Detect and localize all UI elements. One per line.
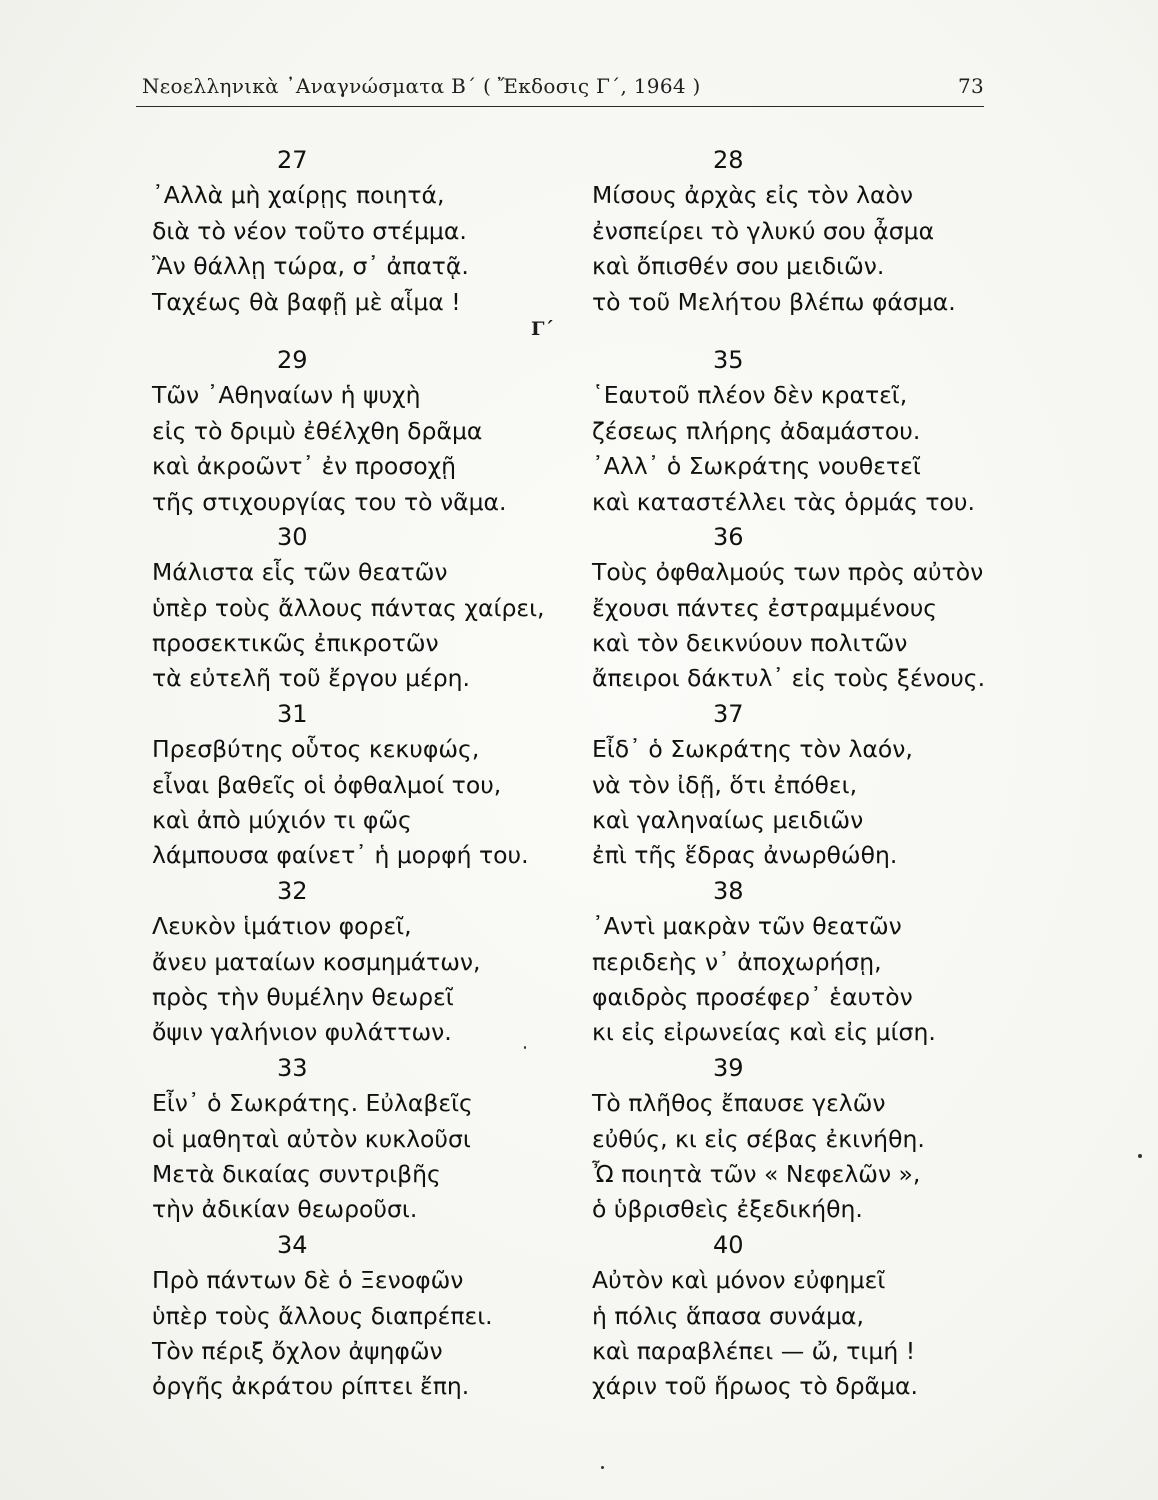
verse-line: ἐνσπείρει τὸ γλυκύ σου ᾆσμα bbox=[592, 216, 935, 245]
stanza bbox=[152, 874, 572, 1051]
scan-speck bbox=[524, 1046, 526, 1049]
verse-line: ἄνευ ματαίων κοσμημάτων, bbox=[152, 947, 481, 976]
stanza bbox=[152, 697, 572, 874]
verse-line: Μάλιστα εἷς τῶν θεατῶν bbox=[152, 558, 448, 587]
stanza bbox=[592, 143, 992, 320]
verse-line: εὐθύς, κι εἰς σέβας ἐκινήθη. bbox=[592, 1124, 925, 1153]
left-column bbox=[152, 143, 572, 1405]
verse-line: νὰ τὸν ἰδῇ, ὅτι ἐπόθει, bbox=[592, 770, 858, 799]
verse-line: καὶ παραβλέπει — ὤ, τιμή ! bbox=[592, 1336, 916, 1365]
verse-line: ὁ ὑβρισθεὶς ἐξεδικήθη. bbox=[592, 1195, 863, 1224]
verse-line: οἱ μαθηταὶ αὐτὸν κυκλοῦσι bbox=[152, 1124, 471, 1153]
verse-line: προσεκτικῶς ἐπικροτῶν bbox=[152, 629, 439, 658]
verse-line: φαιδρὸς προσέφερ᾿ ἑαυτὸν bbox=[592, 982, 913, 1011]
stanza bbox=[592, 1228, 992, 1405]
stanza bbox=[592, 697, 992, 874]
verse-line: ὄψιν γαλήνιον φυλάττων. bbox=[152, 1018, 452, 1047]
stanza bbox=[152, 1228, 572, 1405]
book-title: Νεοελληνικὰ ᾿Αναγνώσματα Β΄ ( Ἔκδοσις Γ΄, 1964 ) bbox=[142, 74, 701, 98]
stanza-number: 37 bbox=[713, 699, 744, 728]
verse-line: καὶ ἀκροῶντ᾿ ἐν προσοχῇ bbox=[152, 452, 457, 481]
stanza-number: 31 bbox=[277, 699, 308, 728]
verse-line: Τοὺς ὀφθαλμούς των πρὸς αὐτὸν bbox=[592, 558, 984, 587]
right-column bbox=[592, 143, 992, 1405]
scan-speck bbox=[601, 1466, 604, 1469]
running-header bbox=[142, 74, 984, 102]
stanza-number: 34 bbox=[277, 1230, 308, 1259]
verse-line: ἡ πόλις ἅπασα συνάμα, bbox=[592, 1301, 865, 1330]
verse-line: εἰς τὸ δριμὺ ἐθέλχθη δρᾶμα bbox=[152, 416, 483, 445]
section-mark: Γ΄ bbox=[531, 318, 554, 340]
verse-line: Ταχέως θὰ βαφῇ μὲ αἷμα ! bbox=[152, 287, 461, 316]
stanza bbox=[592, 1051, 992, 1228]
verse-line: ζέσεως πλήρης ἀδαμάστου. bbox=[592, 416, 921, 445]
stanza-number: 35 bbox=[713, 345, 744, 374]
header-rule bbox=[136, 106, 984, 107]
verse-line: ῾Εαυτοῦ πλέον δὲν κρατεῖ, bbox=[592, 381, 908, 410]
verse-line: τῆς στιχουργίας του τὸ νᾶμα. bbox=[152, 487, 507, 516]
verse-line: καὶ τὸν δεικνύουν πολιτῶν bbox=[592, 629, 908, 658]
verse-line: ἔχουσι πάντες ἐστραμμένους bbox=[592, 593, 938, 622]
stanza-number: 29 bbox=[277, 345, 308, 374]
stanza bbox=[592, 520, 992, 697]
verse-line: Μίσους ἀρχὰς εἰς τὸν λαὸν bbox=[592, 181, 914, 210]
stanza-number: 27 bbox=[277, 146, 308, 174]
verse-line: ὑπὲρ τοὺς ἄλλους διαπρέπει. bbox=[152, 1301, 493, 1330]
verse-line: ἐπὶ τῆς ἕδρας ἀνωρθώθη. bbox=[592, 841, 898, 870]
verse-line: τὴν ἀδικίαν θεωροῦσι. bbox=[152, 1195, 418, 1224]
verse-line: Αὐτὸν καὶ μόνον εὐφημεῖ bbox=[592, 1266, 886, 1295]
stanza bbox=[152, 343, 572, 520]
stanza bbox=[152, 520, 572, 697]
stanza-number: 40 bbox=[713, 1230, 744, 1259]
verse-line: καὶ καταστέλλει τὰς ὁρμάς του. bbox=[592, 487, 975, 516]
verse-line: ᾿Αλλὰ μὴ χαίρῃς ποιητά, bbox=[152, 181, 445, 210]
verse-line: Τὸ πλῆθος ἔπαυσε γελῶν bbox=[592, 1089, 886, 1118]
verse-line: πρὸς τὴν θυμέλην θεωρεῖ bbox=[152, 982, 454, 1011]
stanza-number: 32 bbox=[277, 876, 308, 905]
stanza-number: 30 bbox=[277, 522, 308, 551]
verse-line: ὀργῆς ἀκράτου ρίπτει ἔπη. bbox=[152, 1372, 470, 1401]
page-number: 73 bbox=[957, 74, 984, 98]
verse-line: εἶναι βαθεῖς οἱ ὀφθαλμοί του, bbox=[152, 770, 502, 799]
verse-line: τὰ εὐτελῆ τοῦ ἔργου μέρη. bbox=[152, 664, 471, 693]
verse-line: ἄπειροι δάκτυλ᾿ εἰς τοὺς ξένους. bbox=[592, 664, 986, 693]
verse-line: Μετὰ δικαίας συντριβῆς bbox=[152, 1159, 441, 1188]
verse-line: Τῶν ᾿Αθηναίων ἡ ψυχὴ bbox=[152, 381, 421, 410]
verse-line: ᾿Αλλ᾿ ὁ Σωκράτης νουθετεῖ bbox=[592, 452, 921, 481]
verse-line: χάριν τοῦ ἥρωος τὸ δρᾶμα. bbox=[592, 1372, 918, 1401]
stanza-number: 33 bbox=[277, 1053, 308, 1082]
verse-line: Πρὸ πάντων δὲ ὁ Ξενοφῶν bbox=[152, 1266, 464, 1295]
stanza bbox=[592, 874, 992, 1051]
verse-line: Τὸν πέριξ ὄχλον ἀψηφῶν bbox=[152, 1336, 443, 1365]
verse-line: καὶ ἀπὸ μύχιόν τι φῶς bbox=[152, 806, 412, 835]
verse-line: καὶ γαληναίως μειδιῶν bbox=[592, 806, 864, 835]
stanza-number: 39 bbox=[713, 1053, 744, 1082]
stanza bbox=[152, 143, 572, 320]
verse-line: Ἂν θάλλῃ τώρα, σ᾿ ἀπατᾷ. bbox=[152, 252, 469, 281]
verse-line: Εἶδ᾿ ὁ Σωκράτης τὸν λαόν, bbox=[592, 735, 913, 764]
verse-line: καὶ ὄπισθέν σου μειδιῶν. bbox=[592, 252, 885, 281]
stanza-number: 38 bbox=[713, 876, 744, 905]
verse-line: Εἶν᾿ ὁ Σωκράτης. Εὐλαβεῖς bbox=[152, 1089, 473, 1118]
stanza-number: 36 bbox=[713, 522, 744, 551]
verse-line: Ὦ ποιητὰ τῶν « Νεφελῶν », bbox=[592, 1159, 921, 1188]
verse-line: τὸ τοῦ Μελήτου βλέπω φάσμα. bbox=[592, 287, 956, 316]
verse-line: κι εἰς εἰρωνείας καὶ εἰς μίση. bbox=[592, 1018, 936, 1047]
stanza-number: 28 bbox=[713, 146, 744, 174]
scan-speck bbox=[1138, 1154, 1142, 1158]
stanza bbox=[152, 1051, 572, 1228]
verse-line: λάμπουσα φαίνετ᾿ ἡ μορφή του. bbox=[152, 841, 529, 870]
verse-line: διὰ τὸ νέον τοῦτο στέμμα. bbox=[152, 216, 467, 245]
verse-line: Πρεσβύτης οὗτος κεκυφώς, bbox=[152, 735, 480, 764]
stanza bbox=[592, 343, 992, 520]
verse-line: περιδεὴς ν᾿ ἀποχωρήσῃ, bbox=[592, 947, 882, 976]
verse-line: ὑπὲρ τοὺς ἄλλους πάντας χαίρει, bbox=[152, 593, 545, 622]
verse-line: Λευκὸν ἱμάτιον φορεῖ, bbox=[152, 912, 412, 941]
verse-line: ᾿Αντὶ μακρὰν τῶν θεατῶν bbox=[592, 912, 902, 941]
